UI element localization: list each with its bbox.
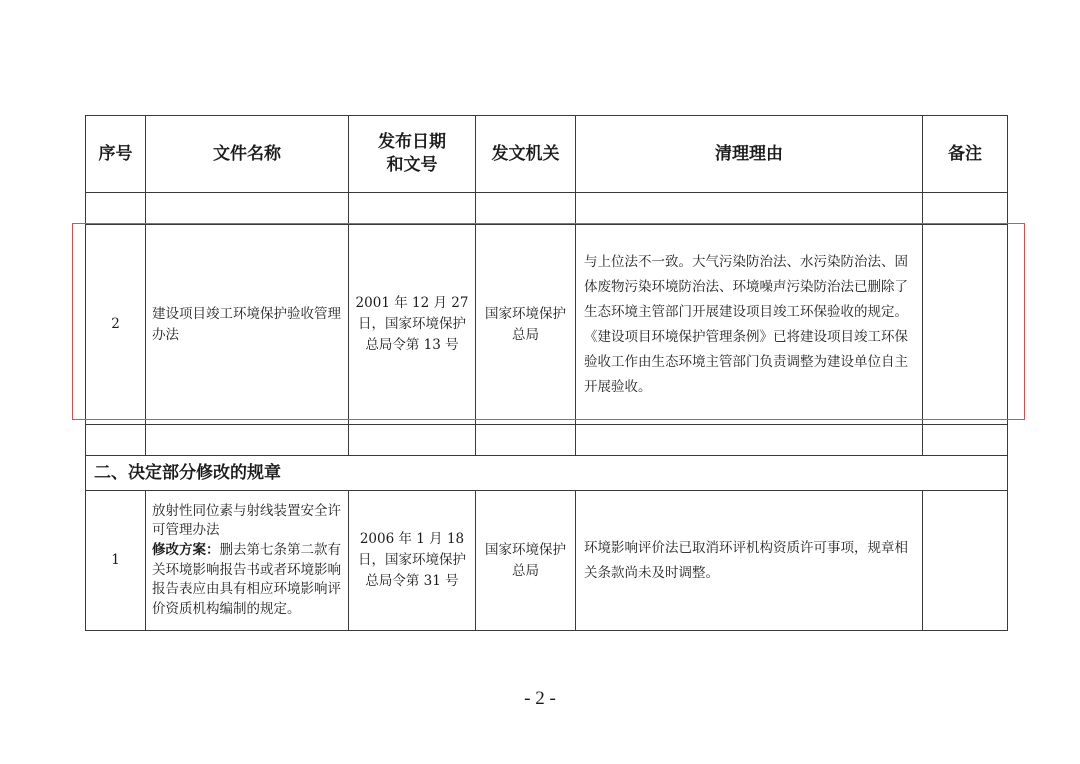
table-row: [86, 491, 1008, 631]
row-index: 2: [86, 225, 146, 425]
row-date-no: 2006 年 1 月 18 日，国家环境保护总局令第 31 号: [349, 491, 476, 631]
row-date-no: 2001 年 12 月 27 日，国家环境保护总局令第 13 号: [349, 225, 476, 425]
header-date-line1: 发布日期: [378, 132, 446, 153]
plan-label: 修改方案：: [152, 541, 220, 558]
header-name: 文件名称: [146, 116, 349, 193]
regulation-table: [85, 115, 1008, 631]
header-index: 序号: [86, 116, 146, 193]
header-date-line2: 和文号: [386, 155, 438, 175]
row-issuer: 国家环境保护总局: [476, 491, 576, 631]
spacer-row: [86, 425, 1008, 456]
row-index: 1: [86, 491, 146, 631]
row-name: 建设项目竣工环境保护验收管理办法: [146, 225, 349, 425]
row-remark: [923, 491, 1008, 631]
header-issuer: 发文机关: [476, 116, 576, 193]
page-number: - 2 -: [524, 688, 556, 709]
section-row: [86, 456, 1008, 491]
spacer-row: [86, 193, 1008, 225]
table-header-row: [86, 116, 1008, 193]
header-date: [349, 116, 476, 193]
row-issuer: 国家环境保护总局: [476, 225, 576, 425]
row-name: 放射性同位素与射线装置安全许可管理办法: [152, 502, 341, 539]
row-reason: 与上位法不一致。大气污染防治法、水污染防治法、固体废物污染环境防治法、环境噪声污染防治法已删除了生态环境主管部门开展建设项目竣工环保验收的规定。《建设项目环境保护管理条例》已将建设项目竣工环保验收工作由生态环境主管部门负责调整为建设单位自主开展验收。: [576, 225, 923, 425]
row-name-cell: [146, 491, 349, 631]
row-reason: 环境影响评价法已取消环评机构资质许可事项，规章相关条款尚未及时调整。: [576, 491, 923, 631]
section-title: 二、决定部分修改的规章: [86, 456, 1008, 491]
header-remark: 备注: [923, 116, 1008, 193]
table-row: [86, 225, 1008, 425]
plan-text: 删去第七条第二款有关环境影响报告书或者环境影响报告表应由具有相应环境影响评价资质机构编制的规定。: [152, 541, 341, 617]
row-remark: [923, 225, 1008, 425]
header-reason: 清理理由: [576, 116, 923, 193]
